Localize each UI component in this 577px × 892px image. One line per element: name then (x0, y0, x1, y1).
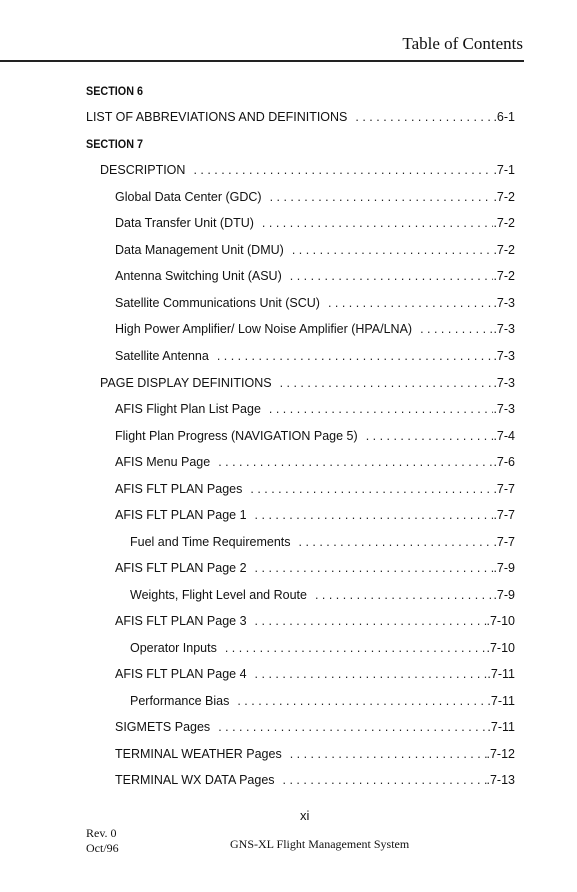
toc-entry-page: .7-2 (493, 269, 515, 283)
toc-entry-page: .7-10 (486, 614, 515, 628)
toc-entry-page: .7-7 (493, 535, 515, 549)
toc-entry-title: Weights, Flight Level and Route (130, 588, 307, 602)
toc-entry-page: .7-1 (493, 163, 515, 177)
toc-dot-leader (225, 641, 487, 655)
toc-entry-title: AFIS FLT PLAN Page 2 (115, 561, 247, 575)
toc-entry-title: AFIS Menu Page (115, 455, 211, 469)
toc-entry-page: .7-11 (487, 720, 515, 734)
toc-entry[interactable] (115, 216, 515, 232)
toc-dot-leader (366, 429, 494, 443)
toc-entry-page: .7-11 (487, 694, 515, 708)
toc-entry-page: .7-12 (486, 747, 515, 761)
toc-entry[interactable] (115, 561, 515, 577)
toc-entry[interactable] (100, 163, 515, 179)
toc-dot-leader (255, 614, 487, 628)
revision-block (86, 826, 119, 856)
toc-entry-title: Data Management Unit (DMU) (115, 243, 284, 257)
toc-entry-title: Flight Plan Progress (NAVIGATION Page 5) (115, 429, 358, 443)
header-rule (0, 60, 524, 62)
toc-dot-leader (193, 163, 493, 177)
toc-entry-page: .7-3 (493, 349, 515, 363)
toc-dot-leader (255, 561, 494, 575)
toc-dot-leader (290, 269, 494, 283)
toc-entry-title: AFIS Flight Plan List Page (115, 402, 261, 416)
toc-entry-page: .7-11 (487, 667, 515, 681)
toc-entry-page: .7-2 (493, 243, 515, 257)
revision-date: Oct/96 (86, 841, 119, 855)
toc-entry-page: .7-2 (493, 216, 515, 230)
toc-entry-page: .6-1 (493, 110, 515, 124)
toc-entry-title: Satellite Antenna (115, 349, 209, 363)
toc-entry-title: Data Transfer Unit (DTU) (115, 216, 254, 230)
toc-dot-leader (270, 190, 494, 204)
page-number: xi (300, 808, 310, 823)
document-title: GNS-XL Flight Management System (230, 837, 410, 851)
toc-entry[interactable] (115, 773, 515, 789)
toc-entry[interactable] (100, 376, 515, 392)
toc-entry[interactable] (130, 641, 515, 657)
toc-entry-page: .7-9 (493, 561, 515, 575)
toc-entry-page: .7-9 (493, 588, 515, 602)
toc-entry[interactable] (115, 508, 515, 524)
toc-entry-title: Antenna Switching Unit (ASU) (115, 269, 282, 283)
toc-entry[interactable] (130, 588, 515, 604)
toc-entry-page: .7-7 (493, 482, 515, 496)
toc-dot-leader (250, 482, 493, 496)
toc-entry-title: LIST OF ABBREVIATIONS AND DEFINITIONS (86, 110, 348, 124)
toc-entry-page: .7-2 (493, 190, 515, 204)
toc-entry-title: TERMINAL WX DATA Pages (115, 773, 275, 787)
toc-dot-leader (255, 667, 488, 681)
toc-entry[interactable] (115, 402, 515, 418)
revision-label: Rev. 0 (86, 826, 117, 840)
toc-entry-title: Operator Inputs (130, 641, 217, 655)
toc-entry[interactable] (115, 243, 515, 259)
toc-entry-title: Performance Bias (130, 694, 230, 708)
toc-dot-leader (328, 296, 494, 310)
section-heading-7: SECTION 7 (86, 137, 144, 151)
toc-entry-title: AFIS FLT PLAN Pages (115, 482, 243, 496)
toc-entry-page: .7-7 (493, 508, 515, 522)
toc-dot-leader (290, 747, 487, 761)
toc-entry-title: PAGE DISPLAY DEFINITIONS (100, 376, 272, 390)
toc-entry-page: .7-3 (493, 402, 515, 416)
toc-entry-title: SIGMETS Pages (115, 720, 211, 734)
toc-entry[interactable] (130, 694, 515, 710)
toc-entry-title: Fuel and Time Requirements (130, 535, 291, 549)
toc-entry[interactable] (115, 482, 515, 498)
toc-entry[interactable] (115, 747, 515, 763)
toc-dot-leader (355, 110, 493, 124)
toc-dot-leader (218, 455, 493, 469)
toc-entry[interactable] (115, 429, 515, 445)
toc-entry[interactable] (115, 720, 515, 736)
toc-dot-leader (283, 773, 487, 787)
toc-entry-title: Satellite Communications Unit (SCU) (115, 296, 320, 310)
toc-entry-page: .7-3 (493, 322, 515, 336)
toc-entry-title: AFIS FLT PLAN Page 1 (115, 508, 247, 522)
toc-dot-leader (218, 720, 487, 734)
toc-entry[interactable] (115, 349, 515, 365)
toc-entry-page: .7-13 (486, 773, 515, 787)
toc-dot-leader (255, 508, 494, 522)
toc-dot-leader (420, 322, 493, 336)
toc-entry-title: Global Data Center (GDC) (115, 190, 262, 204)
toc-entry[interactable] (115, 667, 515, 683)
toc-entry[interactable] (115, 269, 515, 285)
toc-dot-leader (217, 349, 494, 363)
section-heading-6: SECTION 6 (86, 84, 144, 98)
toc-dot-leader (269, 402, 494, 416)
toc-entry[interactable] (115, 296, 515, 312)
toc-entry-page: .7-3 (493, 376, 515, 390)
toc-entry-page: .7-10 (486, 641, 515, 655)
toc-dot-leader (299, 535, 494, 549)
page-header-title: Table of Contents (402, 34, 523, 53)
toc-entry[interactable] (115, 455, 515, 471)
toc-entry-title: DESCRIPTION (100, 163, 186, 177)
toc-entry-title: High Power Amplifier/ Low Noise Amplifier (HPA/LNA) (115, 322, 413, 336)
toc-entry-title: AFIS FLT PLAN Page 3 (115, 614, 247, 628)
toc-entry-title: TERMINAL WEATHER Pages (115, 747, 282, 761)
toc-dot-leader (315, 588, 494, 602)
toc-entry[interactable] (115, 190, 515, 206)
toc-entry[interactable] (115, 322, 515, 338)
toc-entry[interactable] (130, 535, 515, 551)
toc-entry-page: .7-6 (493, 455, 515, 469)
toc-entry-page: .7-3 (493, 296, 515, 310)
toc-dot-leader (237, 694, 487, 708)
toc-dot-leader (292, 243, 494, 257)
toc-dot-leader (280, 376, 494, 390)
toc-entry[interactable] (86, 110, 515, 126)
toc-dot-leader (262, 216, 494, 230)
toc-entry-page: .7-4 (493, 429, 515, 443)
toc-entry-title: AFIS FLT PLAN Page 4 (115, 667, 247, 681)
toc-entry[interactable] (115, 614, 515, 630)
